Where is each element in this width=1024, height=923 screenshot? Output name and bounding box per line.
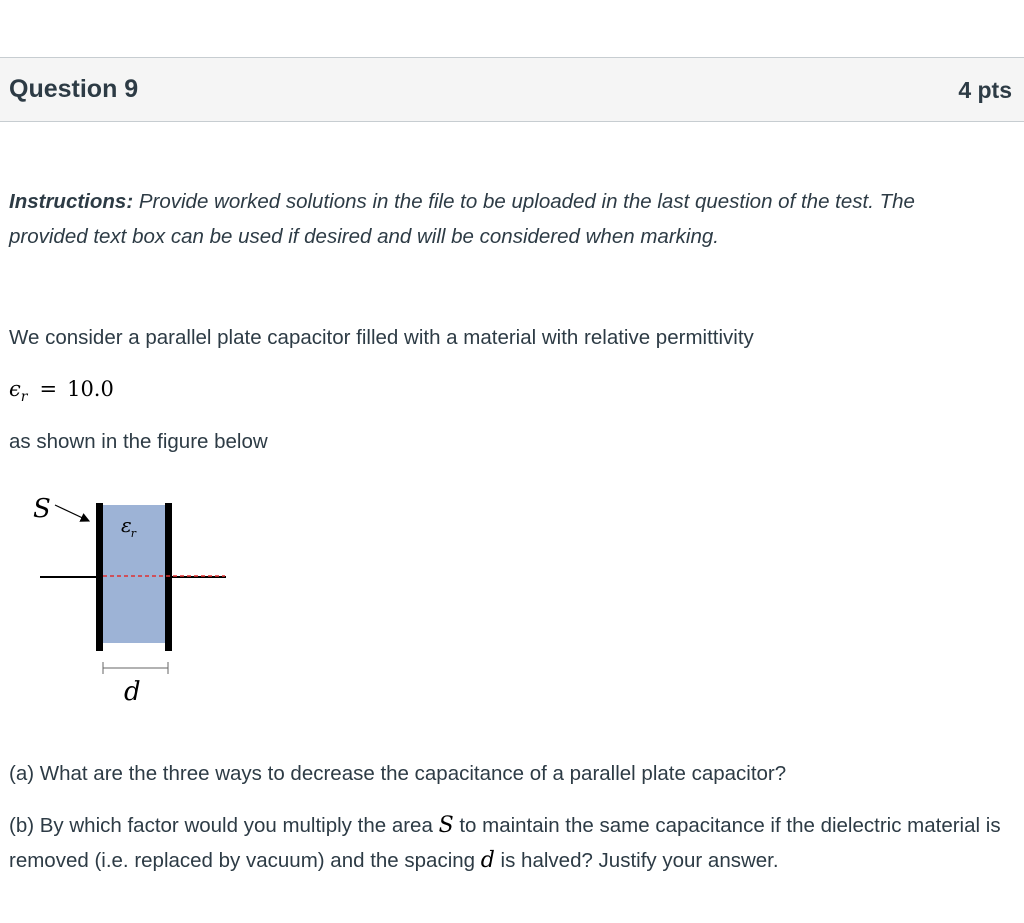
epsilon-symbol: ϵ <box>9 377 21 401</box>
intro-paragraph: We consider a parallel plate capacitor filled with a material with relative permittivity <box>9 326 754 349</box>
spacing-variable: d <box>480 848 495 873</box>
right-plate <box>165 503 172 651</box>
capacitor-diagram <box>25 485 235 707</box>
spacing-label: d <box>124 677 141 707</box>
question-a: (a) What are the three ways to decrease the capacitance of a parallel plate capacitor? <box>9 762 787 785</box>
question-b-text-1: (b) By which factor would you multiply the area <box>9 814 439 837</box>
question-header <box>0 57 1024 122</box>
question-b-text-2: to maintain the same capacitance if the dielectric material is removed (i.e. replaced by vacuum) and the spacing <box>9 814 1001 872</box>
capacitor-figure <box>25 485 235 707</box>
instructions-text: Provide worked solutions in the file to be uploaded in the last question of the test. The provided text box can be used if desired and will be considered when marking. <box>9 190 915 248</box>
permittivity-value: 10.0 <box>67 377 114 401</box>
equals-sign: = <box>39 377 58 401</box>
left-plate <box>96 503 103 651</box>
instructions-label: Instructions: <box>9 190 134 213</box>
permittivity-equation <box>9 377 114 405</box>
question-title: Question 9 <box>9 75 139 103</box>
epsilon-subscript: r <box>20 389 28 405</box>
area-arrow <box>55 505 89 521</box>
instructions-paragraph <box>9 184 999 254</box>
dielectric-region <box>100 505 168 643</box>
permittivity-label: εr <box>121 513 136 540</box>
question-b <box>9 808 1014 878</box>
question-b-text-3: is halved? Justify your answer. <box>494 849 779 872</box>
question-points: 4 pts <box>958 77 1012 103</box>
area-label: S <box>33 494 51 524</box>
area-variable: S <box>438 813 454 838</box>
figure-caption-text: as shown in the figure below <box>9 430 268 453</box>
